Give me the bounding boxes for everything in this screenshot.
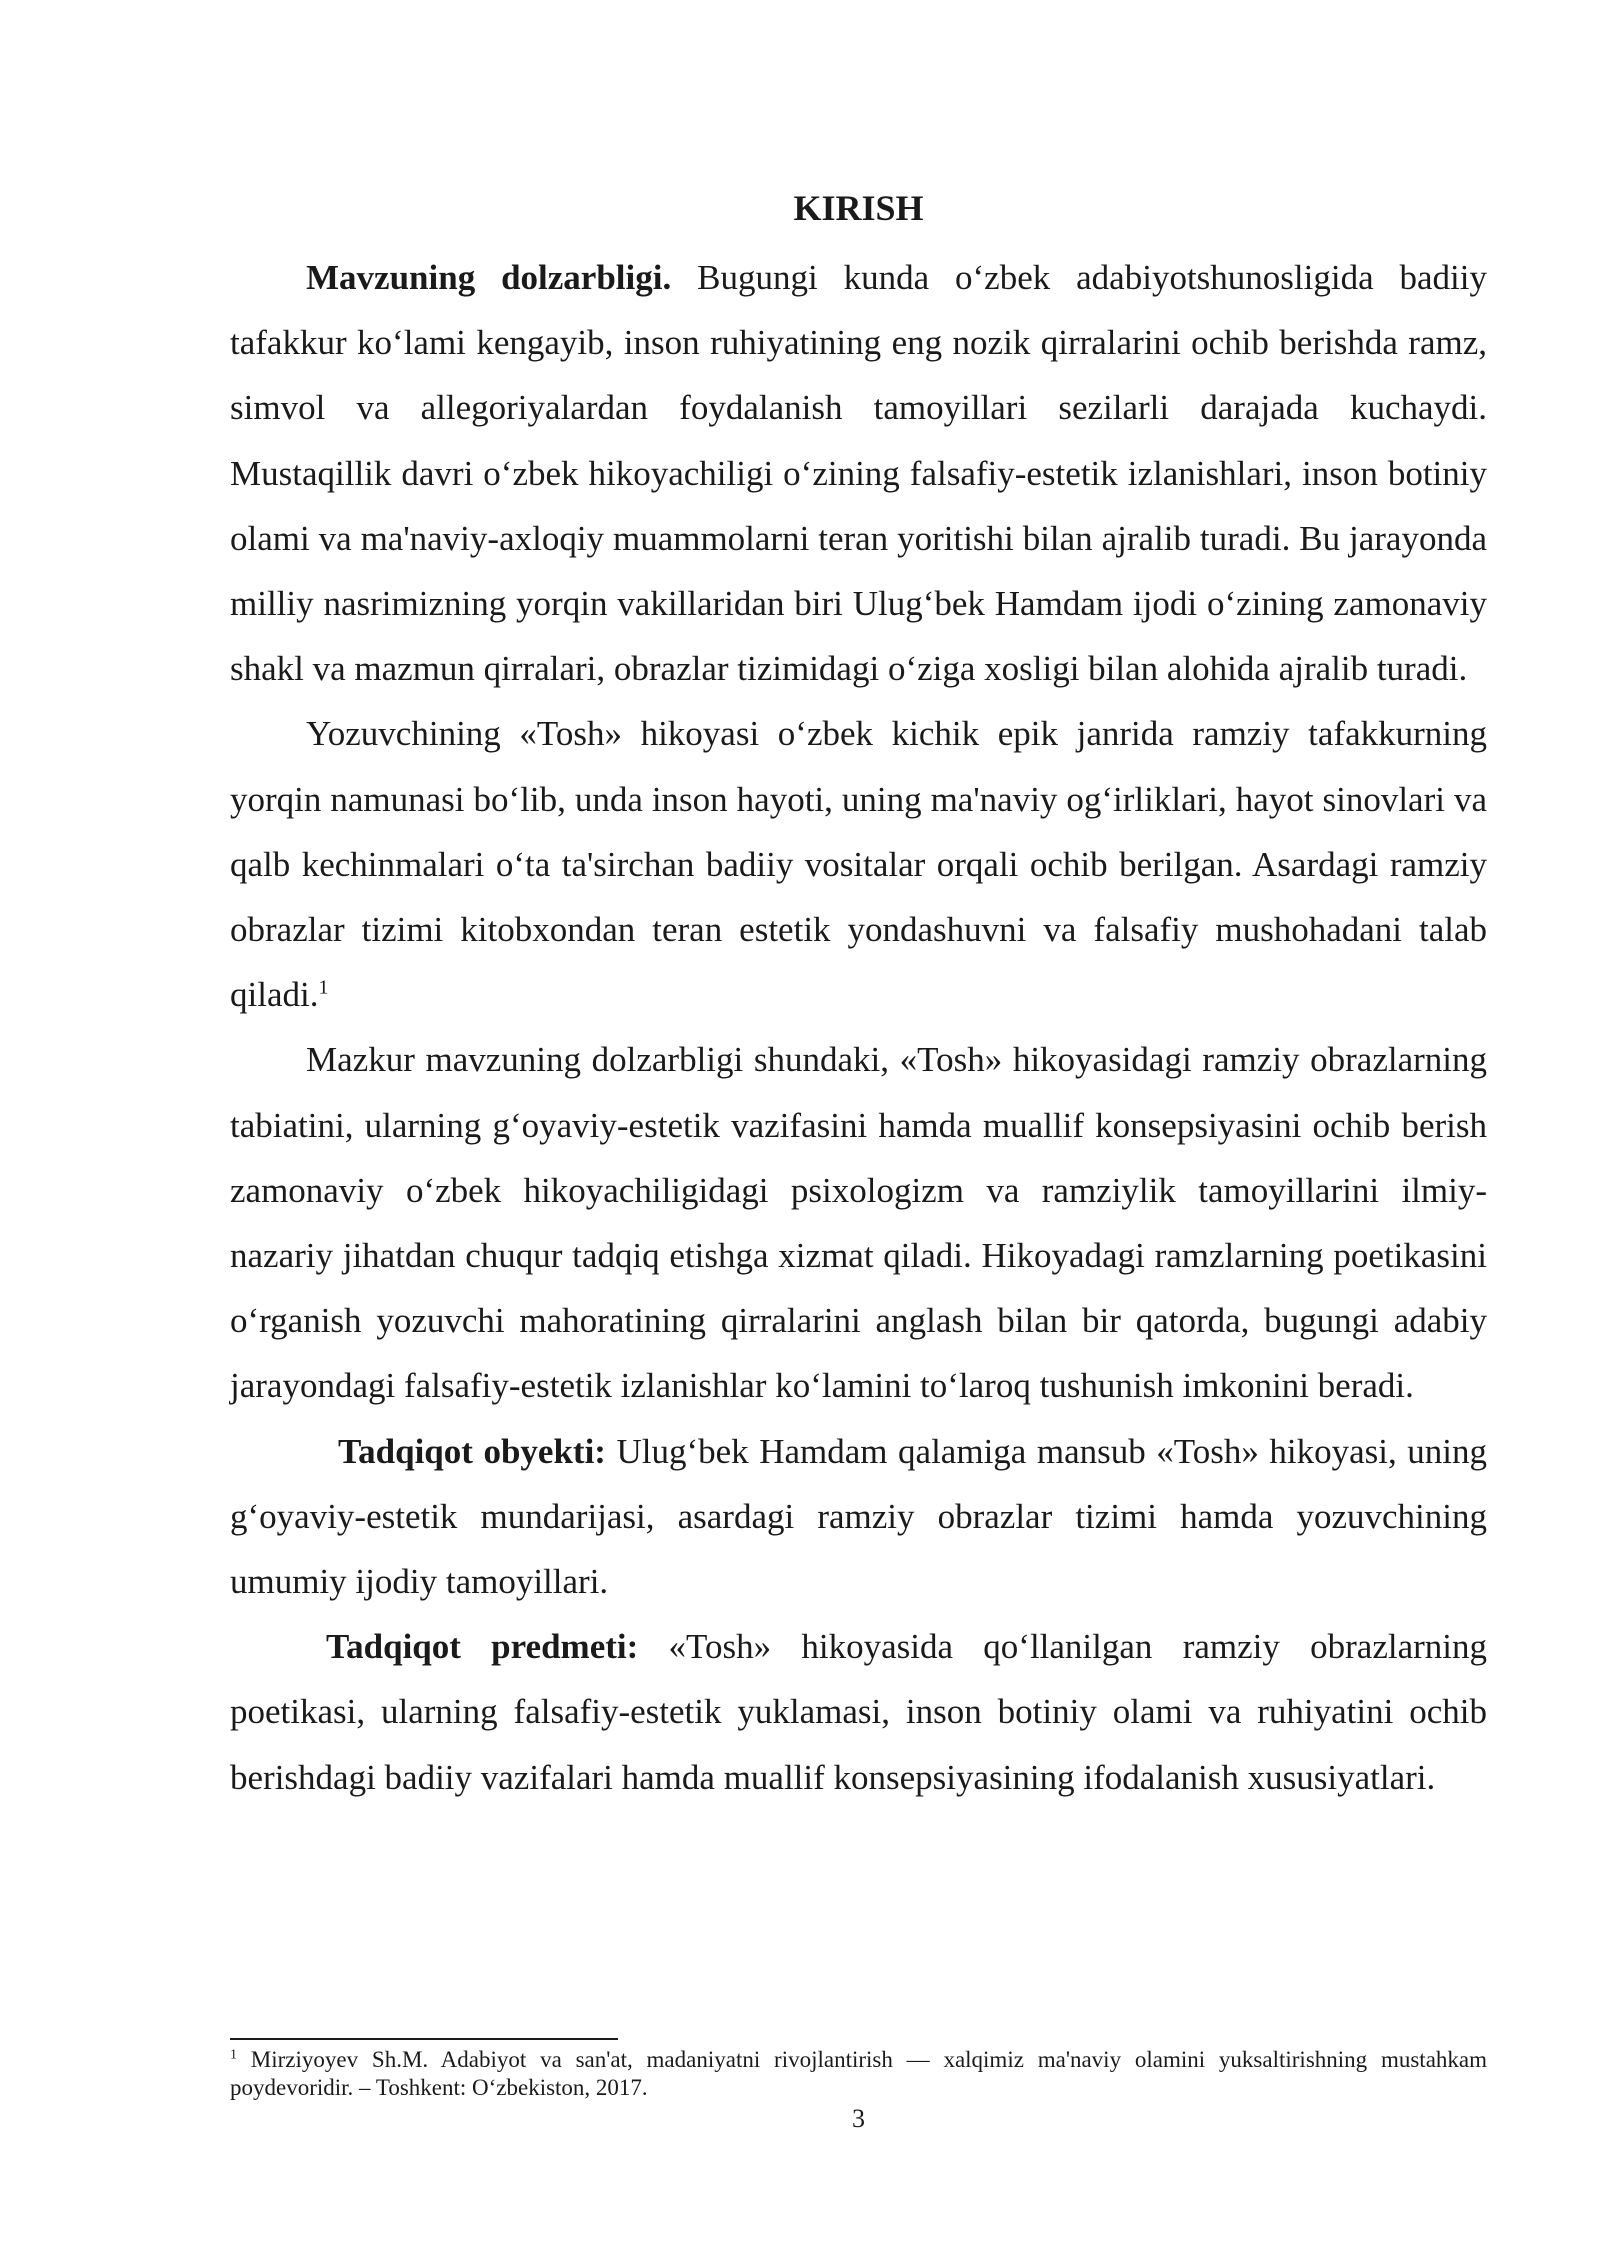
paragraph-text: «Tosh» hikoyasida qo‘llanilgan ramziy obrazlarning poetikasi, ularning falsafiy-estetik yuklamasi, inson botiniy olami va ruhiyatini ochib berishdagi badiiy vazifalari hamda muallif konsepsiyasining ifodalanish xususiyatlari. — [230, 1627, 1487, 1797]
paragraph-text: Bugungi kunda o‘zbek adabiyotshunosligida badiiy tafakkur ko‘lami kengayib, inson ruhiyatining eng nozik qirralarini ochib berishda ramz, simvol va allegoriyalardan foydalanish tamoyillari sezilarli darajada kuchaydi. Mustaqillik davri o‘zbek hikoyachiligi o‘zining falsafiy-estetik izlanishlari, inson botiniy olami va ma'naviy-axloqiy muammolarni teran yoritishi bilan ajralib turadi. Bu jarayonda milliy nasrimizning yorqin vakillaridan biri Ulug‘bek Hamdam ijodi o‘zining zamonaviy shakl va mazmun qirralari, obrazlar tizimidagi o‘ziga xosligi bilan alohida ajralib turadi. — [230, 258, 1487, 689]
paragraph-lead: Tadqiqot predmeti: — [326, 1627, 639, 1667]
body-text — [230, 245, 1487, 1810]
footnote — [230, 2046, 1487, 2102]
paragraph-story — [230, 701, 1487, 1027]
paragraph-significance — [230, 1027, 1487, 1418]
section-heading: KIRISH — [793, 188, 924, 228]
footnote-marker: 1 — [230, 2047, 237, 2063]
paragraph-text: Yozuvchining «Tosh» hikoyasi o‘zbek kichik epik janrida ramziy tafakkurning yorqin namunasi bo‘lib, unda inson hayoti, uning ma'naviy og‘irliklari, hayot sinovlari va qalb kechinmalari o‘ta ta'sirchan badiiy vositalar orqali ochib berilgan. Asardagi ramziy obrazlar tizimi kitobxondan teran estetik yondashuvni va falsafiy mushohadani talab qiladi. — [230, 714, 1487, 1015]
footnote-reference[interactable]: 1 — [318, 976, 329, 999]
paragraph-lead: Mavzuning dolzarbligi. — [306, 258, 672, 297]
paragraph-lead: Tadqiqot obyekti: — [338, 1431, 606, 1471]
document-page — [230, 0, 1487, 2262]
paragraph-research-subject — [230, 1614, 1487, 1810]
footnote-text: Mirziyoyev Sh.M. Adabiyot va san'at, madaniyatni rivojlantirish — xalqimiz ma'naviy olamini yuksaltirishning mustahkam poydevoridir. – Toshkent: O‘zbekiston, 2017. — [230, 2047, 1487, 2100]
paragraph-relevance — [230, 245, 1487, 701]
page-number: 3 — [852, 2104, 865, 2133]
paragraph-text: Mazkur mavzuning dolzarbligi shundaki, «Tosh» hikoyasidagi ramziy obrazlarning tabiatini, ularning g‘oyaviy-estetik vazifasini hamda muallif konsepsiyasini ochib berish zamonaviy o‘zbek hikoyachiligidagi psixologizm va ramziylik tamoyillarini ilmiy-nazariy jihatdan chuqur tadqiq etishga xizmat qiladi. Hikoyadagi ramzlarning poetikasini o‘rganish yozuvchi mahoratining qirralarini anglash bilan bir qatorda, bugungi adabiy jarayondagi falsafiy-estetik izlanishlar ko‘lamini to‘laroq tushunish imkonini beradi. — [230, 1040, 1487, 1406]
paragraph-research-object — [230, 1419, 1487, 1615]
footnote-separator — [230, 2038, 618, 2040]
paragraph-text: Ulug‘bek Hamdam qalamiga mansub «Tosh» hikoyasi, uning g‘oyaviy-estetik mundarijasi, asardagi ramziy obrazlar tizimi hamda yozuvchining umumiy ijodiy tamoyillari. — [230, 1431, 1487, 1602]
